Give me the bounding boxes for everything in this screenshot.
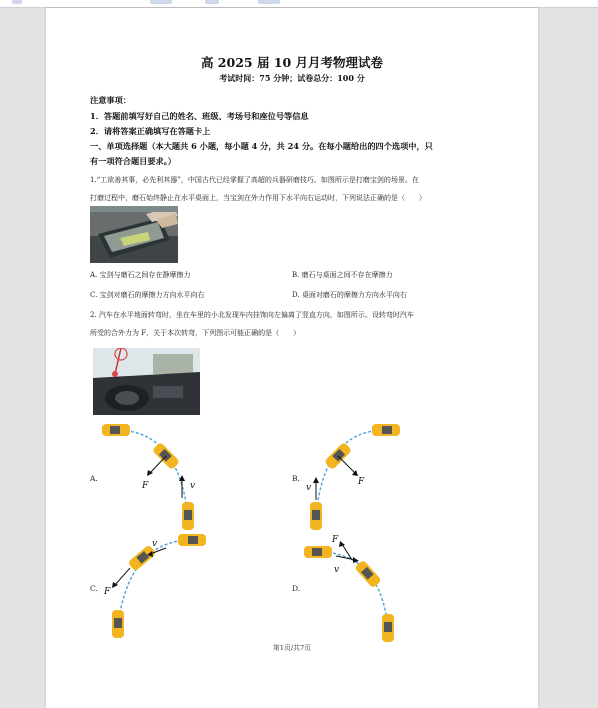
force-label: F <box>358 477 365 487</box>
document-page <box>46 8 538 708</box>
car-icon <box>102 424 130 436</box>
q1-option-a: A. 宝剑与磨石之间存在静摩擦力 <box>90 271 191 279</box>
page-number: 第1页/共7页 <box>272 644 312 652</box>
q1-stem-line2: 打磨过程中，磨石始终静止在水平桌面上，当宝剑在外力作用下水平向右运动时，下列说法正确的是（ ） <box>90 194 426 202</box>
velocity-label: v <box>152 539 158 549</box>
section-heading-line2: 有一项符合题目要求。） <box>90 156 176 166</box>
viewer-toolbar <box>0 0 598 8</box>
section-heading-line1: 一、单项选择题（本大题共 6 小题，每小题 4 分，共 24 分。在每小题给出的四个选项中，只 <box>90 141 433 151</box>
car-icon <box>182 502 194 530</box>
q2-option-a-diagram <box>100 420 210 532</box>
toolbar-button[interactable] <box>150 0 172 4</box>
car-icon <box>354 560 382 589</box>
velocity-label: v <box>306 483 312 493</box>
notice-item-1: 1．答题前填写好自己的姓名、班级、考场号和座位号等信息 <box>90 111 309 121</box>
force-label: F <box>142 481 149 491</box>
notice-title: 注意事项： <box>90 95 131 105</box>
force-label: F <box>332 535 339 545</box>
notice-item-2: 2．请将答案正确填写在答题卡上 <box>90 126 211 136</box>
q2-option-d-diagram <box>302 530 412 642</box>
exam-title: 高 2025 届 10 月月考物理试卷 <box>200 55 384 70</box>
q2-option-b-diagram <box>302 420 412 532</box>
q2-option-c-diagram <box>100 530 210 642</box>
q2-stem-line2: 所受的合外力为 F，关于本次转弯，下列图示可能正确的是（ ） <box>90 329 301 337</box>
velocity-label: v <box>190 481 196 491</box>
q1-stem-line1: 1.“工欲善其事，必先利其器”，中国古代已经掌握了高超的兵器研磨技巧。如图所示是打磨宝剑的场景。在 <box>90 176 419 184</box>
q2-option-a-label: A. <box>90 474 98 483</box>
car-icon <box>310 502 322 530</box>
q1-option-d: D. 桌面对磨石的摩擦力方向水平向右 <box>292 291 407 299</box>
car-icon <box>178 534 206 546</box>
exam-subtitle: 考试时间：75 分钟；试卷总分：100 分 <box>219 73 365 83</box>
car-interior-photo <box>93 348 200 415</box>
q1-option-c: C. 宝剑对磨石的摩擦力方向水平向右 <box>90 291 205 299</box>
q2-stem-line1: 2. 汽车在水平地面转弯时，坐在车里的小北发现车内挂饰向左偏离了竖直方向，如图所示。设转弯时汽车 <box>90 311 414 319</box>
toolbar-button[interactable] <box>205 0 219 4</box>
car-icon <box>304 546 332 558</box>
force-label: F <box>104 587 111 597</box>
q2-option-d-label: D. <box>292 584 301 593</box>
car-icon <box>382 614 394 642</box>
q1-option-b: B. 磨石与桌面之间不存在摩擦力 <box>292 271 393 279</box>
q2-option-c-label: C. <box>90 584 98 593</box>
sword-sharpening-photo <box>90 206 178 263</box>
toolbar-button[interactable] <box>258 0 280 4</box>
car-icon <box>112 610 124 638</box>
velocity-label: v <box>334 565 340 575</box>
toolbar-button[interactable] <box>12 0 22 4</box>
car-icon <box>372 424 400 436</box>
q2-option-b-label: B. <box>292 474 300 483</box>
